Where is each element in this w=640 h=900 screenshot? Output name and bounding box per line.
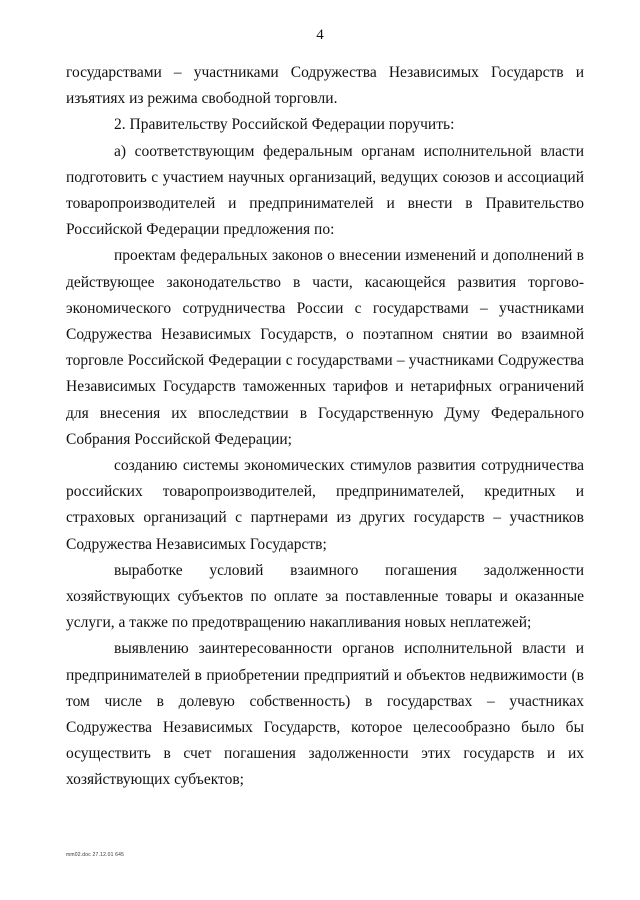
paragraph-interest-identification: выявлению заинтересованности органов исполнительной власти и предпринимателей в приобретении предприятий и объектов недвижимости (в том числе в долевую собственность) в государствах – участниках Содружества Независимых Государств, которое целесообразно было бы осуществить в счет погашения задолженности этих государств и их хозяйствующих субъектов;: [66, 640, 584, 789]
paragraph-subitem-a: а) соответствующим федеральным органам исполнительной власти подготовить с участием научных организаций, ведущих союзов и ассоциаций товаропроизводителей и предпринимателей и внести в Правительство Российской Федерации предложения по:: [66, 142, 584, 239]
paragraph-economic-incentives: созданию системы экономических стимулов развития сотрудничества российских товаропроизводителей, предпринимателей, кредитных и страховых организаций с партнерами из других государств – участников Содружества Независимых Государств;: [66, 457, 584, 553]
document-body: [66, 60, 584, 794]
paragraph-item-2: 2. Правительству Российской Федерации поручить:: [114, 116, 455, 134]
paragraph-continuation: государствами – участниками Содружества Независимых Государств и изъятиях из режима свободной торговли.: [66, 64, 584, 108]
footer-file-reference: mm02.doc 27.12.01 645: [66, 852, 125, 858]
paragraph-debt-settlement: выработке условий взаимного погашения задолженности хозяйствующих субъектов по оплате за поставленные товары и оказанные услуги, а также по предотвращению накапливания новых неплатежей;: [66, 561, 584, 632]
paragraph-federal-laws: проектам федеральных законов о внесении изменений и дополнений в действующее законодательство в части, касающейся развития торгово-экономического сотрудничества России с государствами – участниками Содружества Независимых Государств, о поэтапном снятии во взаимной торговле Российской Федерации с государствами – участниками Содружества Независимых Государств таможенных тарифов и нетарифных ограничений для внесения их впоследствии в Государственную Думу Федерального Собрания Российской Федерации;: [66, 247, 584, 448]
page-number: 4: [316, 27, 324, 43]
